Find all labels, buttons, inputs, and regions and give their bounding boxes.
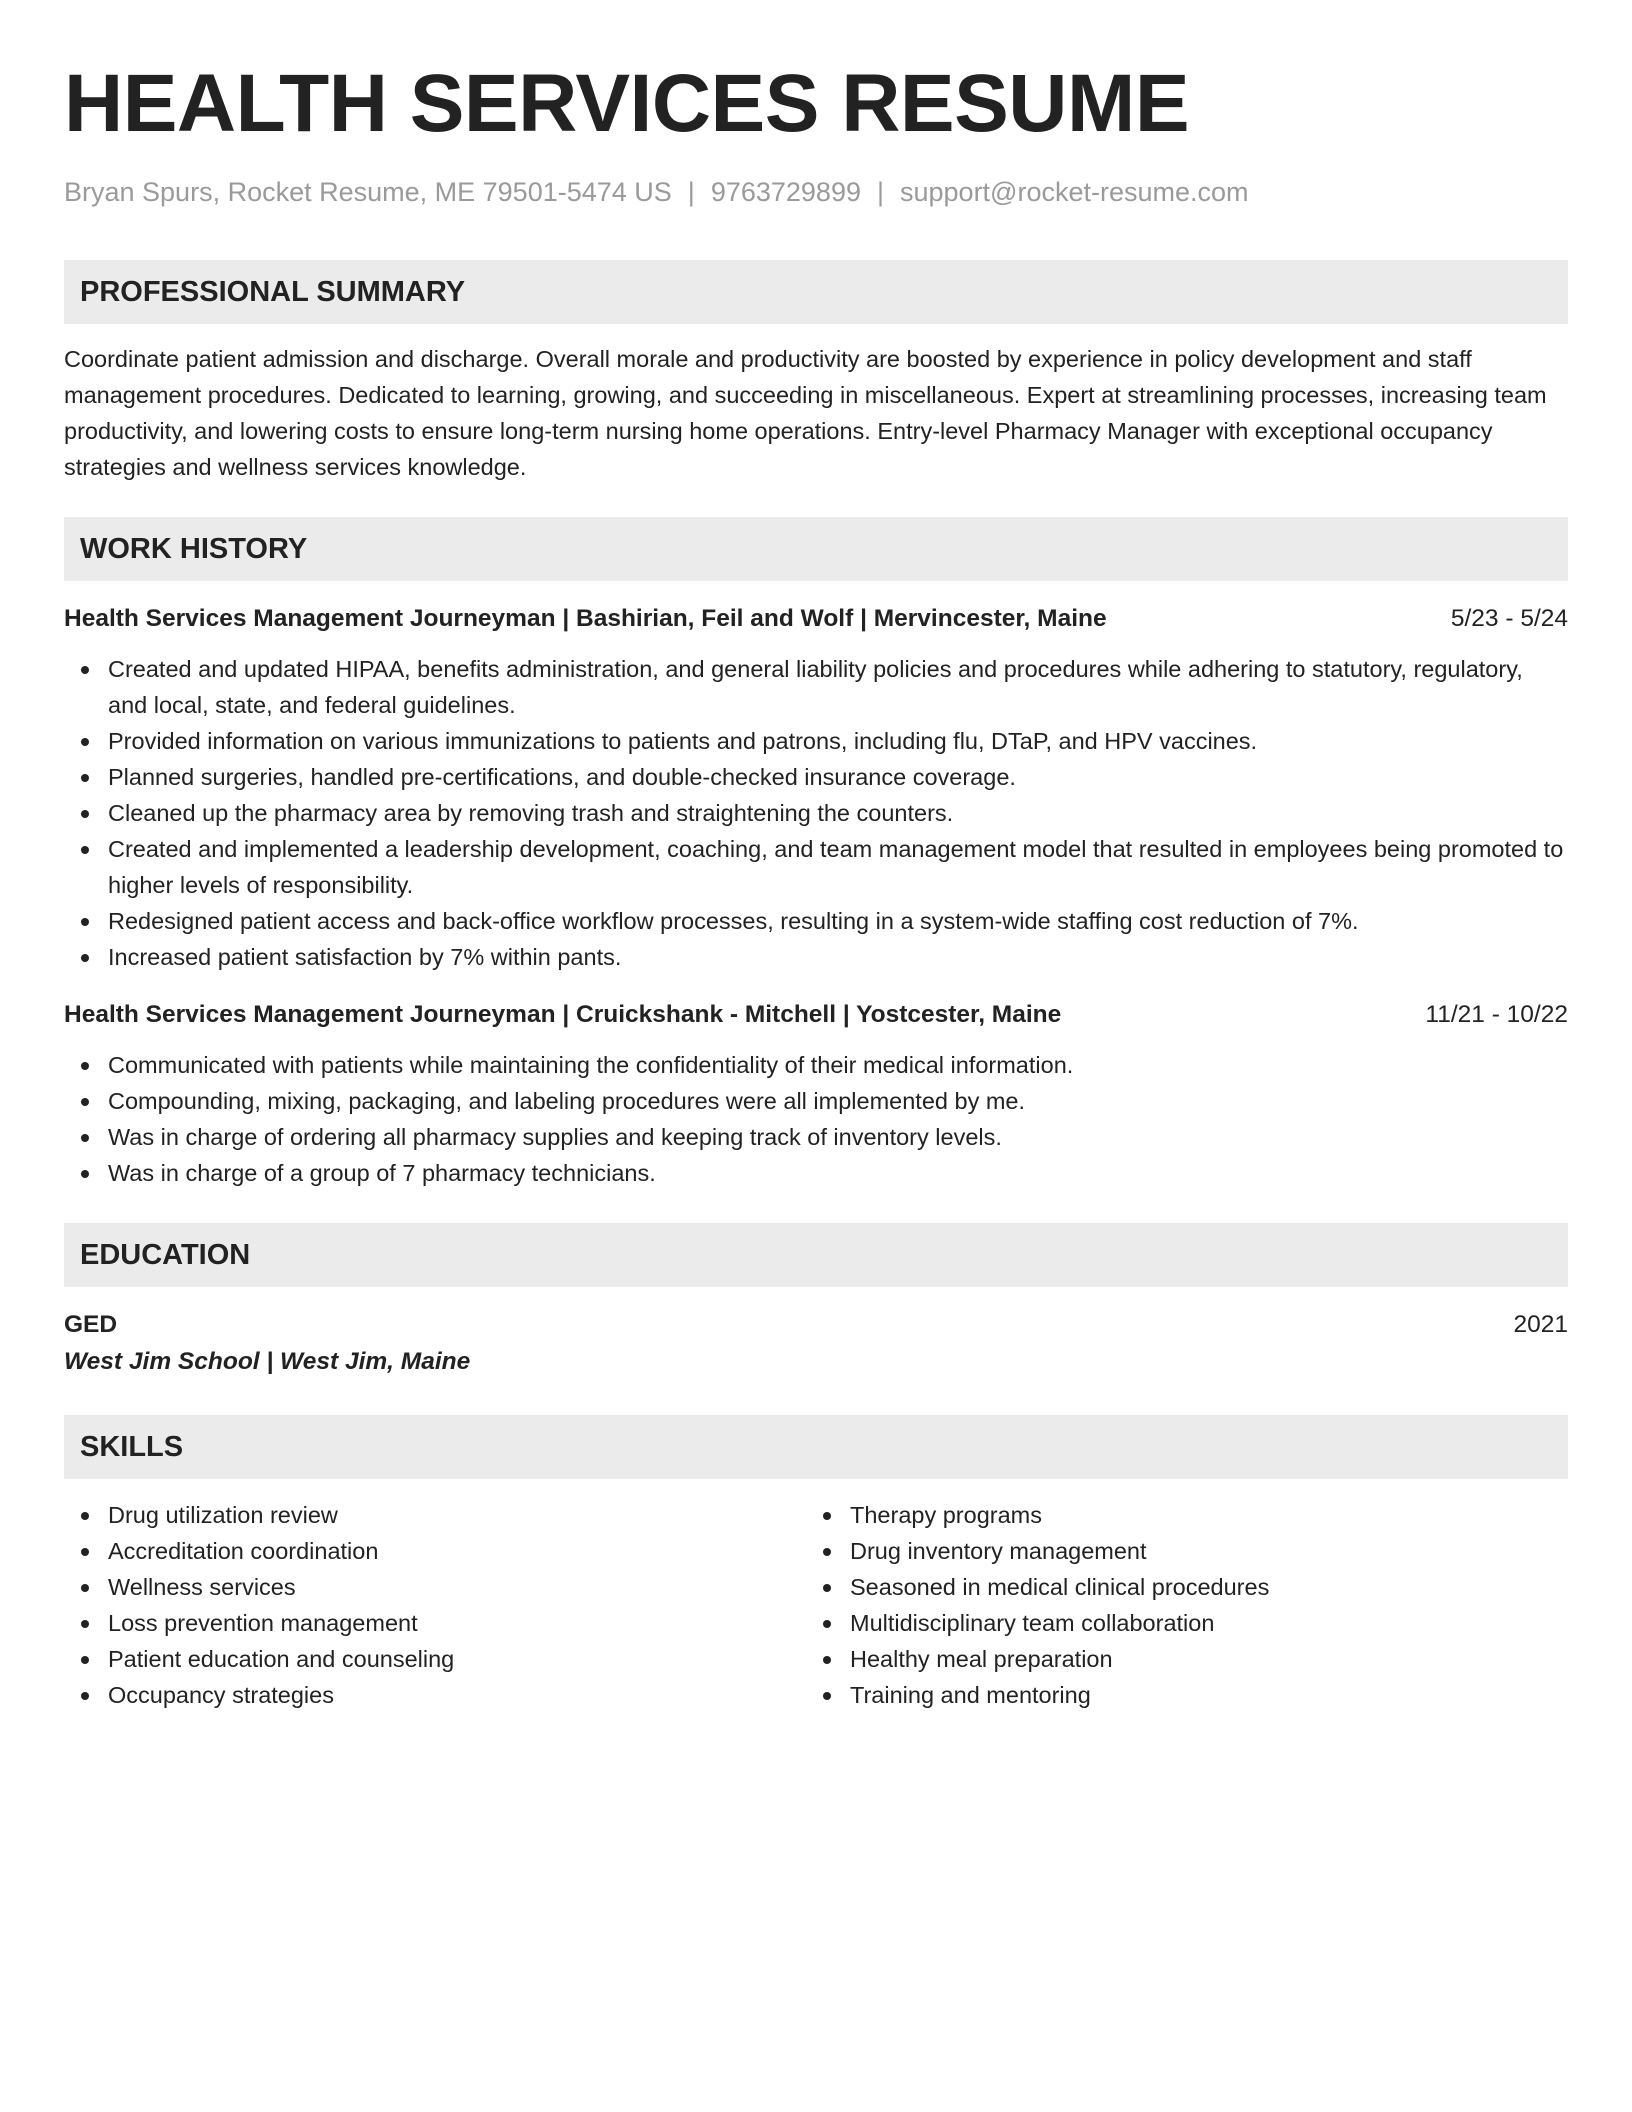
bullet-dot-icon	[81, 738, 89, 746]
job-bullet	[64, 1047, 1568, 1083]
job-entry	[64, 601, 1568, 975]
education-year: 2021	[1513, 1311, 1568, 1338]
skill-item	[64, 1641, 806, 1677]
skill-item	[64, 1569, 806, 1605]
bullet-dot-icon	[81, 1692, 89, 1700]
job-bullet-list	[64, 1047, 1568, 1191]
bullet-dot-icon	[81, 1656, 89, 1664]
bullet-dot-icon	[81, 1098, 89, 1106]
bullet-dot-icon	[823, 1548, 831, 1556]
skill-item	[806, 1641, 1548, 1677]
bullet-dot-icon	[81, 1062, 89, 1070]
job-bullet-text: Created and implemented a leadership development, coaching, and team management model that resulted in employees being promoted to higher levels of responsibility.	[108, 836, 1564, 898]
contact-address: Bryan Spurs, Rocket Resume, ME 79501-5474 US	[64, 177, 672, 207]
job-bullet	[64, 723, 1568, 759]
resume-page	[64, 56, 1568, 1713]
job-bullet-text: Communicated with patients while maintaining the confidentiality of their medical information.	[108, 1052, 1074, 1078]
job-bullet-text: Redesigned patient access and back-office workflow processes, resulting in a system-wide staffing cost reduction of 7%.	[108, 908, 1359, 934]
job-bullet-text: Was in charge of a group of 7 pharmacy technicians.	[108, 1160, 656, 1186]
bullet-dot-icon	[81, 1620, 89, 1628]
bullet-dot-icon	[81, 1170, 89, 1178]
skill-text: Training and mentoring	[850, 1682, 1091, 1708]
job-bullet-text: Increased patient satisfaction by 7% within pants.	[108, 944, 622, 970]
skill-item	[806, 1533, 1548, 1569]
bullet-dot-icon	[823, 1692, 831, 1700]
job-bullet-text: Created and updated HIPAA, benefits administration, and general liability policies and procedures while adhering to statutory, regulatory, and local, state, and federal guidelines.	[108, 656, 1523, 718]
skill-text: Occupancy strategies	[108, 1682, 334, 1708]
skill-text: Wellness services	[108, 1574, 296, 1600]
bullet-dot-icon	[823, 1512, 831, 1520]
bullet-dot-icon	[81, 1512, 89, 1520]
job-bullet-text: Was in charge of ordering all pharmacy supplies and keeping track of inventory levels.	[108, 1124, 1002, 1150]
job-bullet	[64, 651, 1568, 723]
skill-item	[64, 1497, 806, 1533]
bullet-dot-icon	[81, 1548, 89, 1556]
contact-email: support@rocket-resume.com	[900, 177, 1249, 207]
job-title: Health Services Management Journeyman | Cruickshank - Mitchell | Yostcester, Maine	[64, 1001, 1062, 1028]
skill-text: Loss prevention management	[108, 1610, 418, 1636]
skill-text: Drug utilization review	[108, 1502, 338, 1528]
bullet-dot-icon	[823, 1620, 831, 1628]
contact-separator: |	[876, 177, 884, 207]
section-heading-skills: SKILLS	[64, 1415, 1568, 1479]
job-header	[64, 997, 1568, 1033]
skills-column-left	[64, 1497, 806, 1713]
skill-text: Accreditation coordination	[108, 1538, 379, 1564]
job-entry	[64, 997, 1568, 1191]
resume-title: HEALTH SERVICES RESUME	[64, 58, 1190, 149]
job-bullet	[64, 1119, 1568, 1155]
bullet-dot-icon	[81, 810, 89, 818]
skill-text: Drug inventory management	[850, 1538, 1147, 1564]
skill-item	[806, 1497, 1548, 1533]
bullet-dot-icon	[81, 666, 89, 674]
contact-phone: 9763729899	[710, 177, 861, 207]
bullet-dot-icon	[81, 954, 89, 962]
skills-list	[64, 1497, 806, 1713]
job-header	[64, 601, 1568, 637]
contact-separator: |	[687, 177, 695, 207]
job-bullet-text: Planned surgeries, handled pre-certifications, and double-checked insurance coverage.	[108, 764, 1016, 790]
skill-item	[64, 1533, 806, 1569]
bullet-dot-icon	[81, 1134, 89, 1142]
skill-item	[806, 1569, 1548, 1605]
job-bullet	[64, 795, 1568, 831]
job-bullet	[64, 903, 1568, 939]
job-title: Health Services Management Journeyman | Bashirian, Feil and Wolf | Mervincester, Maine	[64, 605, 1107, 632]
skills-columns	[64, 1497, 1568, 1713]
bullet-dot-icon	[81, 774, 89, 782]
job-bullet-text: Compounding, mixing, packaging, and labeling procedures were all implemented by me.	[108, 1088, 1026, 1114]
job-bullet-text: Provided information on various immunizations to patients and patrons, including flu, DTaP, and HPV vaccines.	[108, 728, 1258, 754]
section-heading-summary: PROFESSIONAL SUMMARY	[64, 260, 1568, 324]
job-bullet	[64, 1155, 1568, 1191]
section-heading-education: EDUCATION	[64, 1223, 1568, 1287]
section-heading-work-history: WORK HISTORY	[64, 517, 1568, 581]
skill-text: Therapy programs	[850, 1502, 1042, 1528]
job-dates: 5/23 - 5/24	[1450, 605, 1568, 632]
bullet-dot-icon	[823, 1656, 831, 1664]
skill-item	[806, 1605, 1548, 1641]
job-bullet	[64, 1083, 1568, 1119]
bullet-dot-icon	[81, 918, 89, 926]
job-bullet	[64, 831, 1568, 903]
job-bullet	[64, 759, 1568, 795]
education-degree: GED	[64, 1311, 118, 1338]
job-bullet-list	[64, 651, 1568, 975]
bullet-dot-icon	[81, 1584, 89, 1592]
contact-line	[64, 174, 1568, 210]
skills-list	[806, 1497, 1548, 1713]
education-school: West Jim School | West Jim, Maine	[64, 1348, 471, 1375]
bullet-dot-icon	[823, 1584, 831, 1592]
skill-text: Multidisciplinary team collaboration	[850, 1610, 1215, 1636]
bullet-dot-icon	[81, 846, 89, 854]
summary-text: Coordinate patient admission and discharge. Overall morale and productivity are boosted by experience in policy development and staff management procedures. Dedicated to learning, growing, and succeeding in miscellaneous. Expert at streamlining processes, increasing team productivity, and lowering costs to ensure long-term nursing home operations. Entry-level Pharmacy Manager with exceptional occupancy strategies and wellness services knowledge.	[64, 346, 1547, 480]
education-entry	[64, 1307, 1568, 1381]
skill-item	[64, 1605, 806, 1641]
skill-text: Patient education and counseling	[108, 1646, 455, 1672]
education-header	[64, 1307, 1568, 1343]
skill-text: Seasoned in medical clinical procedures	[850, 1574, 1270, 1600]
job-bullet	[64, 939, 1568, 975]
skill-item	[64, 1677, 806, 1713]
skill-text: Healthy meal preparation	[850, 1646, 1113, 1672]
skills-column-right	[806, 1497, 1548, 1713]
job-dates: 11/21 - 10/22	[1425, 1001, 1568, 1028]
skill-item	[806, 1677, 1548, 1713]
job-bullet-text: Cleaned up the pharmacy area by removing trash and straightening the counters.	[108, 800, 954, 826]
